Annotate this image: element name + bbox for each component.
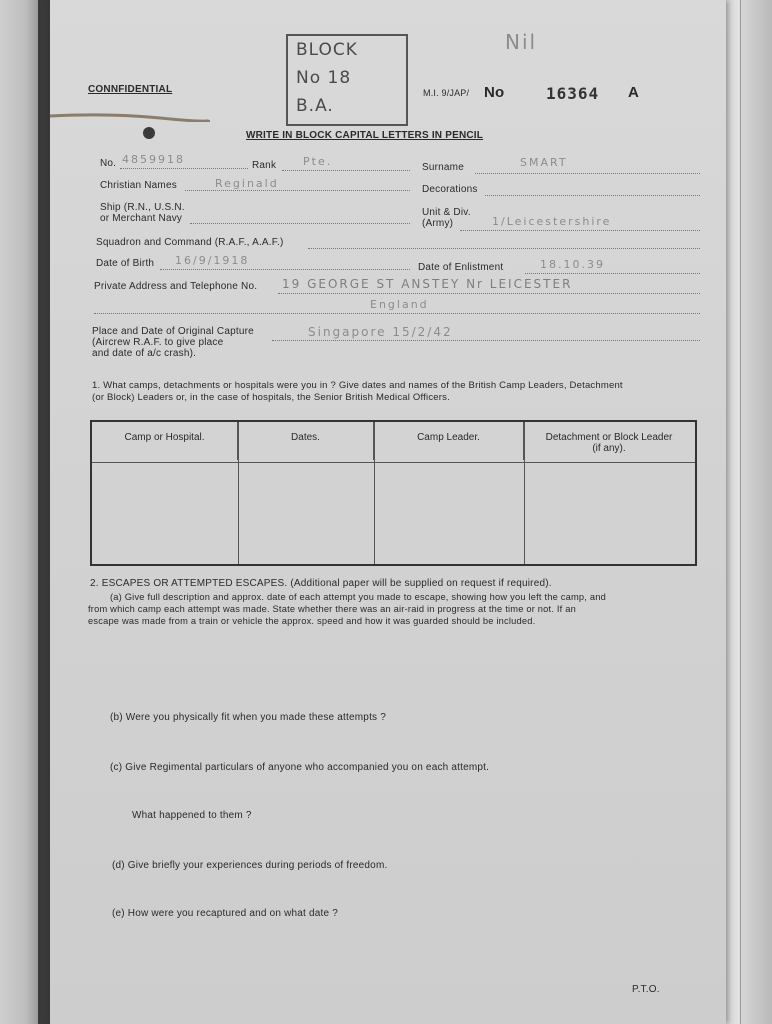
unit-label-2: (Army) [422,218,454,229]
address-value-1: 19 GEORGE ST ANSTEY Nr LEICESTER [282,277,573,291]
no-label: No [484,84,505,101]
confidential-label: CONNFIDENTIAL [88,84,173,95]
stamp-line-2: No 18 [296,68,352,88]
binding-string [50,112,210,122]
surname-label: Surname [422,162,464,173]
no-field-label: No. [100,158,117,169]
unit-label-1: Unit & Div. [422,207,471,218]
instruction-heading: WRITE IN BLOCK CAPITAL LETTERS IN PENCIL [246,130,484,141]
col-camp-leader: Camp Leader. [374,422,524,460]
christian-names-value: Reginald [215,177,279,190]
ship-label-2: or Merchant Navy [100,213,183,224]
stamp-line-3: B.A. [296,96,334,116]
ref-label: M.I. 9/JAP/ [423,88,470,98]
q2a-line-3: escape was made from a train or vehicle the approx. speed and how it was guarded should be included. [88,616,536,626]
block-stamp [286,34,408,126]
col-camp-or-hospital: Camp or Hospital. [92,422,238,460]
q2-title: 2. ESCAPES OR ATTEMPTED ESCAPES. (Additional paper will be supplied on request if required). [90,578,552,589]
no-field-value: 4859918 [122,153,185,166]
handwritten-nil: Nil [505,30,538,54]
dob-label: Date of Birth [96,258,155,269]
squadron-label: Squadron and Command (R.A.F., A.A.F.) [96,237,284,248]
q2c: (c) Give Regimental particulars of anyone who accompanied you on each attempt. [110,762,490,773]
form-suffix: A [628,84,640,101]
capture-label-1: Place and Date of Original Capture [92,326,254,337]
q2a-line-1: (a) Give full description and approx. date of each attempt you made to escape, showing how you left the camp, and [110,592,606,602]
enlistment-label: Date of Enlistment [418,262,504,273]
col-dates: Dates. [238,422,374,460]
ship-label-1: Ship (R.N., U.S.N. [100,202,185,213]
rank-label: Rank [252,160,277,171]
q2d: (d) Give briefly your experiences during periods of freedom. [112,860,388,871]
q2b: (b) Were you physically fit when you made these attempts ? [110,712,386,723]
stamp-line-1: BLOCK [296,40,358,60]
q2c-followup: What happened to them ? [132,810,252,821]
decorations-label: Decorations [422,184,478,195]
dob-value: 16/9/1918 [175,254,250,267]
surname-value: SMART [520,156,568,169]
rank-value: Pte. [303,155,333,168]
q1-line-1: 1. What camps, detachments or hospitals were you in ? Give dates and names of the British Camp Leaders, Detachment [92,380,623,391]
q2e: (e) How were you recaptured and on what date ? [112,908,338,919]
capture-label-3: and date of a/c crash). [92,348,197,359]
christian-names-label: Christian Names [100,180,177,191]
q2a-line-2: from which camp each attempt was made. State whether there was an air-raid in progress at the time or not. If an [88,604,576,614]
right-page-stack-back [740,0,772,1024]
pto-label: P.T.O. [632,984,660,995]
punch-hole [143,127,155,139]
camps-table [90,420,697,566]
capture-value: Singapore 15/2/42 [308,325,453,339]
q1-line-2: (or Block) Leaders or, in the case of hospitals, the Senior British Medical Officers. [92,392,450,403]
address-label: Private Address and Telephone No. [94,281,258,292]
col-detachment-leader: Detachment or Block Leader (if any). [545,432,673,454]
capture-label-2: (Aircrew R.A.F. to give place [92,337,224,348]
form-number: 16364 [546,84,600,103]
enlistment-value: 18.10.39 [540,258,605,271]
unit-value: 1/Leicestershire [492,215,612,228]
form-page [50,0,726,1024]
address-value-2: England [370,298,429,311]
